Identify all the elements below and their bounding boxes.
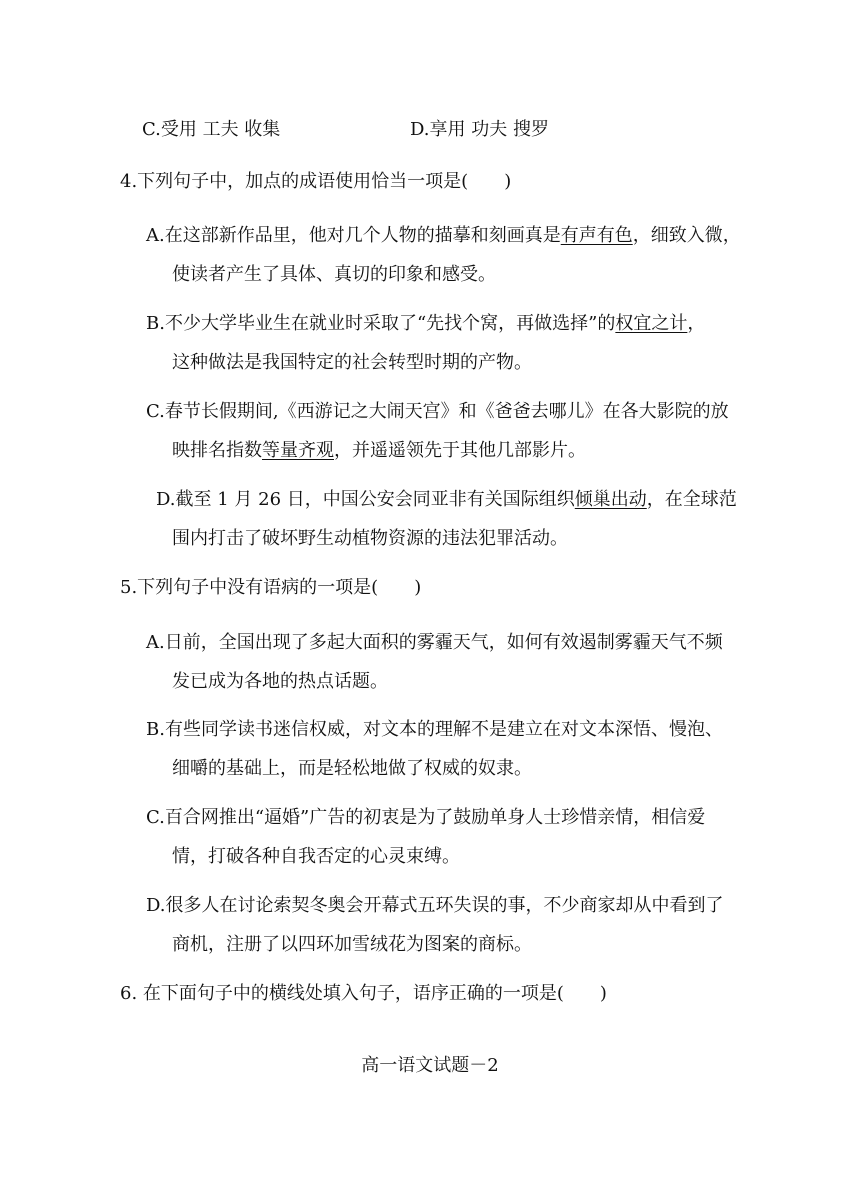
option-d: D.享用 功夫 搜罗 bbox=[410, 119, 549, 140]
option-c: C.受用 工夫 收集 bbox=[142, 119, 281, 140]
q4-option-d-line2: 围内打击了破坏野生动植物资源的违法犯罪活动。 bbox=[172, 528, 568, 549]
idiom-underlined: 权宜之计 bbox=[615, 313, 688, 334]
question-5-stem: 5.下列句子中没有语病的一项是( ) bbox=[120, 577, 422, 598]
idiom-underlined: 等量齐观 bbox=[262, 440, 334, 461]
q3-options-cd bbox=[0, 118, 860, 142]
q5-option-c-line2: 情，打破各种自我否定的心灵束缚。 bbox=[172, 846, 460, 867]
page-footer-label: 高一语文试题－2 bbox=[361, 1055, 499, 1076]
q5-option-a-line1: A.日前，全国出现了多起大面积的雾霾天气，如何有效遏制雾霾天气不频 bbox=[146, 632, 723, 653]
q4-option-c-line2: 映排名指数等量齐观，并遥遥领先于其他几部影片。 bbox=[172, 440, 586, 461]
q5-option-d-line2: 商机，注册了以四环加雪绒花为图案的商标。 bbox=[172, 934, 532, 955]
q4-option-c-line1: C.春节长假期间,《西游记之大闹天宫》和《爸爸去哪儿》在各大影院的放 bbox=[146, 401, 729, 422]
q4-option-d-line1: D.截至 1 月 26 日，中国公安会同亚非有关国际组织倾巢出动，在全球范 bbox=[156, 489, 737, 510]
q4-option-a-line2: 使读者产生了具体、真切的印象和感受。 bbox=[172, 264, 496, 285]
q5-option-d-line1: D.很多人在讨论索契冬奥会开幕式五环失误的事，不少商家却从中看到了 bbox=[146, 895, 724, 916]
q5-option-b-line1: B.有些同学读书迷信权威，对文本的理解不是建立在对文本深悟、慢泡、 bbox=[146, 719, 723, 740]
q4-option-b-line2: 这种做法是我国特定的社会转型时期的产物。 bbox=[172, 352, 532, 373]
q4-option-b-line1: B.不少大学毕业生在就业时采取了“先找个窝，再做选择”的权宜之计， bbox=[146, 313, 706, 334]
idiom-underlined: 倾巢出动 bbox=[574, 489, 647, 510]
question-4-stem: 4.下列句子中，加点的成语使用恰当一项是( ) bbox=[120, 171, 512, 192]
q5-option-c-line1: C.百合网推出“逼婚”广告的初衷是为了鼓励单身人士珍惜亲情，相信爱 bbox=[146, 807, 706, 828]
q4-option-a-line1: A.在这部新作品里，他对几个人物的描摹和刻画真是有声有色，细致入微， bbox=[146, 225, 741, 246]
idiom-underlined: 有声有色 bbox=[560, 225, 633, 246]
q5-option-a-line2: 发已成为各地的热点话题。 bbox=[172, 671, 388, 692]
q5-option-b-line2: 细嚼的基础上，而是轻松地做了权威的奴隶。 bbox=[172, 758, 532, 779]
question-6-stem: 6. 在下面句子中的横线处填入句子，语序正确的一项是( ) bbox=[120, 983, 607, 1004]
